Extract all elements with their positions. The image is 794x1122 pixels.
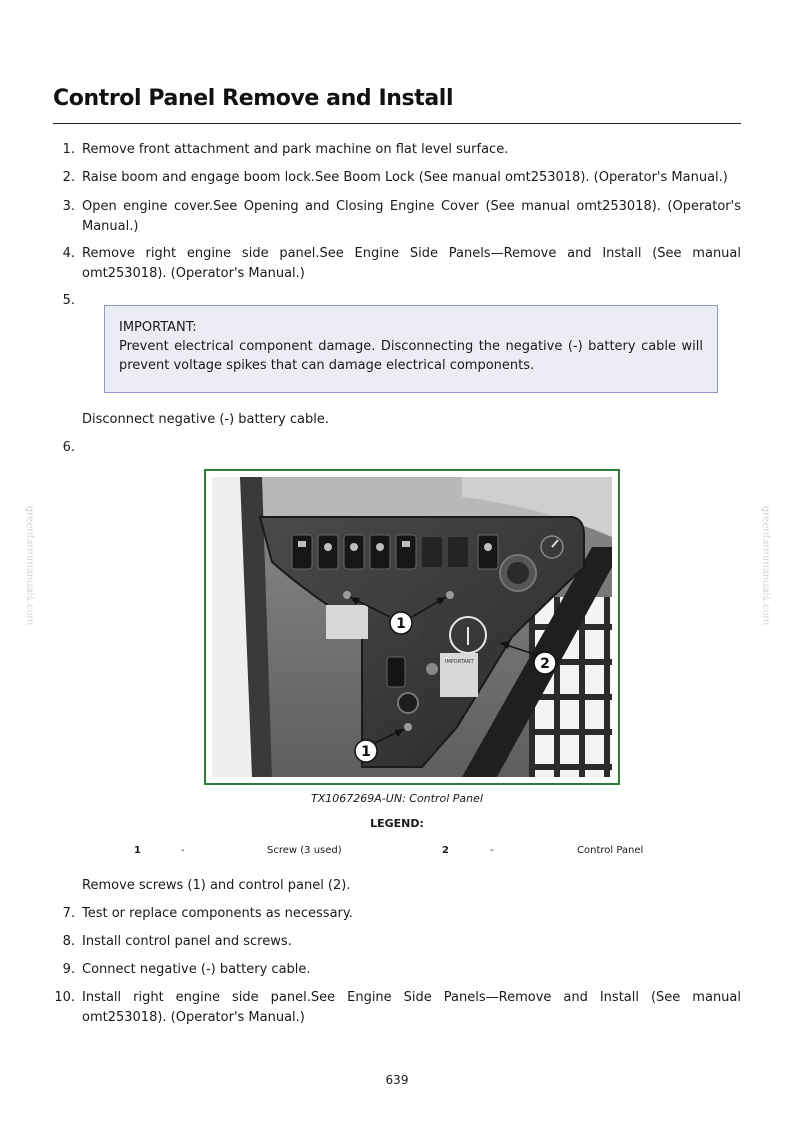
step-number: 2.: [62, 170, 75, 185]
step-text: Test or replace components as necessary.: [82, 906, 353, 921]
step-6-text: Remove screws (1) and control panel (2).: [82, 878, 351, 893]
callout-1-top: 1: [396, 616, 406, 632]
title-divider: [53, 123, 741, 124]
step-number: 8.: [62, 934, 75, 949]
figure-caption: TX1067269A-UN: Control Panel: [311, 792, 483, 805]
step-text: Remove right engine side panel.See Engine Side Panels—Remove and Install (See manual omt253018). (Operator's Manual.): [82, 246, 741, 281]
step-number: 10.: [54, 990, 75, 1005]
step-number: 3.: [62, 199, 75, 214]
step-text: Remove front attachment and park machine on flat level surface.: [82, 142, 509, 157]
step-number: 7.: [62, 906, 75, 921]
legend-label-1: Screw (3 used): [267, 845, 342, 856]
important-notice: [104, 305, 718, 393]
legend-key-1: 1: [134, 845, 141, 856]
step-number: 6.: [62, 440, 75, 455]
step-text: Install right engine side panel.See Engine Side Panels—Remove and Install (See manual omt253018). (Operator's Manual.): [82, 990, 741, 1025]
legend-key-2: 2: [442, 845, 449, 856]
legend-label-2: Control Panel: [577, 845, 644, 856]
callout-1-bottom: 1: [361, 744, 371, 760]
page-number: 639: [385, 1073, 409, 1087]
important-heading: IMPORTANT:: [119, 320, 197, 335]
step-number: 5.: [62, 293, 75, 308]
step-text: Raise boom and engage boom lock.See Boom Lock (See manual omt253018). (Operator's Manual.): [82, 170, 728, 185]
legend-sep-2: -: [490, 845, 494, 856]
step-text: Open engine cover.See Opening and Closing Engine Cover (See manual omt253018). (Operator's Manual.): [82, 199, 741, 234]
important-body: Prevent electrical component damage. Disconnecting the negative (-) battery cable will prevent voltage spikes that can damage electrical components.: [119, 339, 703, 373]
step-text: Install control panel and screws.: [82, 934, 292, 949]
watermark-right: greenfarmmanuals.com: [760, 505, 772, 626]
step-number: 4.: [62, 246, 75, 261]
decal-label: IMPORTANT: [445, 659, 474, 665]
watermark-left: greenfarmmanuals.com: [24, 505, 36, 626]
callout-2: 2: [540, 656, 550, 672]
page-title: Control Panel Remove and Install: [53, 86, 454, 111]
step-number: 1.: [62, 142, 75, 157]
legend-title: LEGEND:: [370, 817, 424, 830]
legend-sep-1: -: [181, 845, 185, 856]
step-5-text: Disconnect negative (-) battery cable.: [82, 412, 329, 427]
control-panel-figure: [204, 469, 620, 785]
step-text: Connect negative (-) battery cable.: [82, 962, 311, 977]
step-number: 9.: [62, 962, 75, 977]
control-panel-photo: [212, 477, 612, 777]
